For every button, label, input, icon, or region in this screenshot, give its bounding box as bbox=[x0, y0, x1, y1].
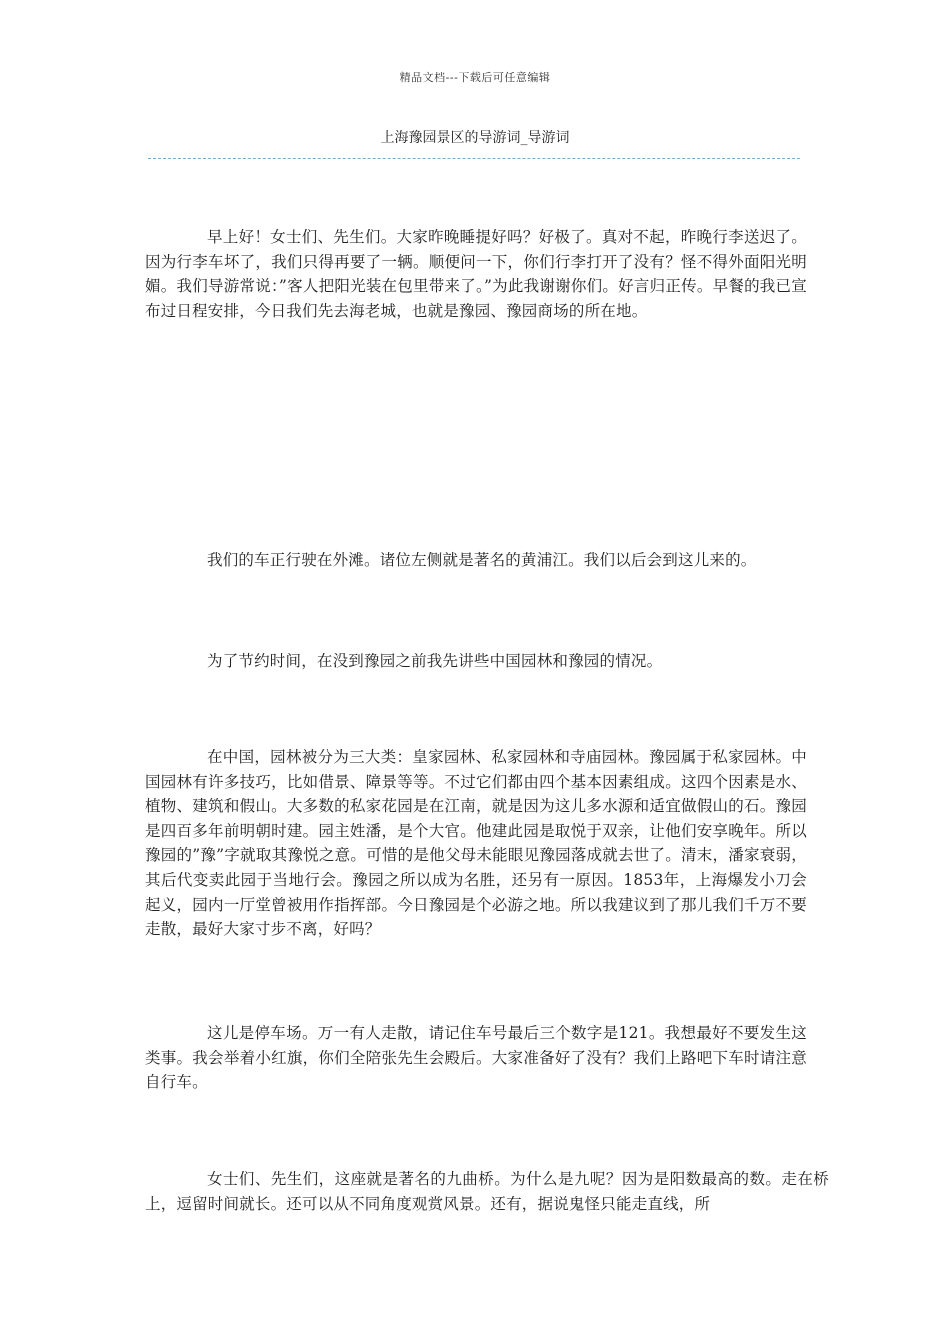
paragraph: 早上好！女士们、先生们。大家昨晚睡提好吗？好极了。真对不起，昨晚行李送迟了。因为行李车坏了，我们只得再要了一辆。顺便问一下，你们行李打开了没有？怪不得外面阳光明媚。我们导游常说：”客人把阳光装在包里带来了。”为此我谢谢你们。好言归正传。早餐的我已宣布过日程安排，今日我们先去海老城，也就是豫园、豫园商场的所在地。 bbox=[145, 228, 807, 320]
header-note: 精品文档---下载后可任意编辑 bbox=[399, 71, 551, 84]
paragraph: 为了节约时间，在没到豫园之前我先讲些中国园林和豫园的情况。 bbox=[207, 652, 663, 670]
title-divider bbox=[148, 158, 800, 159]
paragraph: 我们的车正行驶在外滩。诸位左侧就是著名的黄浦江。我们以后会到这儿来的。 bbox=[207, 551, 757, 569]
document-title: 上海豫园景区的导游词_导游词 bbox=[380, 130, 570, 146]
paragraph: 女士们、先生们，这座就是著名的九曲桥。为什么是九呢？因为是阳数最高的数。走在桥上，逗留时间就长。还可以从不同角度观赏风景。还有，据说鬼怪只能走直线，所 bbox=[145, 1170, 829, 1213]
paragraph: 在中国，园林被分为三大类：皇家园林、私家园林和寺庙园林。豫园属于私家园林。中国园林有许多技巧，比如借景、障景等等。不过它们都由四个基本因素组成。这四个因素是水、植物、建筑和假山。大多数的私家花园是在江南，就是因为这儿多水源和适宜做假山的石。豫园是四百多年前明朝时建。园主姓潘，是个大官。他建此园是取悦于双亲，让他们安享晚年。所以豫园的”豫”字就取其豫悦之意。可惜的是他父母未能眼见豫园落成就去世了。清末，潘家衰弱，其后代变卖此园于当地行会。豫园之所以成为名胜，还另有一原因。1853年，上海爆发小刀会起义，园内一厅堂曾被用作指挥部。今日豫园是个必游之地。所以我建议到了那儿我们千万不要走散，最好大家寸步不离，好吗？ bbox=[145, 748, 807, 939]
paragraph: 这儿是停车场。万一有人走散，请记住车号最后三个数字是121。我想最好不要发生这类事。我会举着小红旗，你们全陪张先生会殿后。大家准备好了没有？我们上路吧下车时请注意自行车。 bbox=[145, 1024, 807, 1092]
